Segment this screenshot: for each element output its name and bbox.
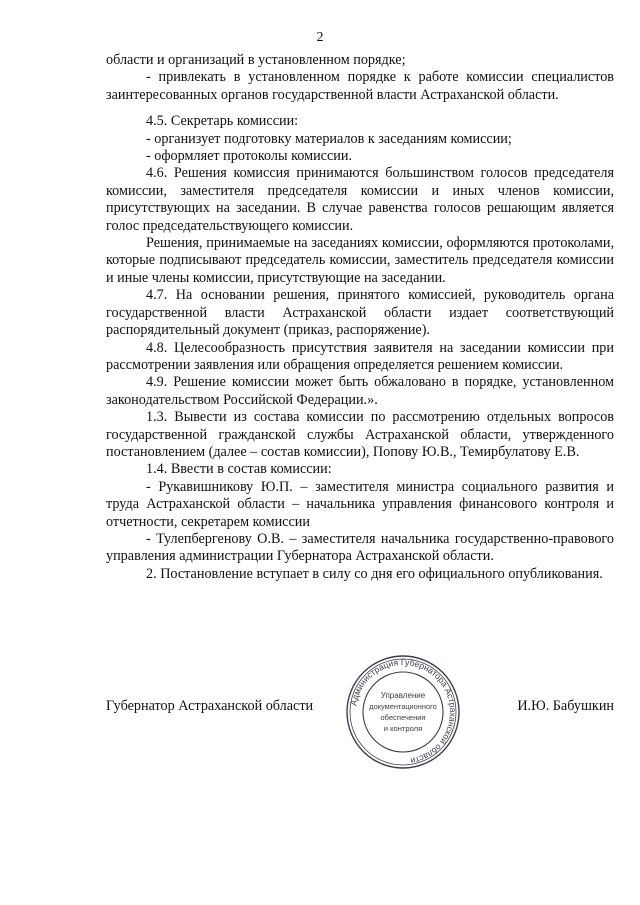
stamp-inner-line: документационного xyxy=(369,702,437,711)
svg-text:Администрация Губернатора Астр xyxy=(348,657,458,766)
paragraph: Решения, принимаемые на заседаниях комиссии, оформляются протоколами, которые подписывают председатель комиссии, заместитель председателя комиссии и иные члены комиссии, присутствующие на заседании. xyxy=(106,235,614,286)
paragraph: - организует подготовку материалов к заседаниям комиссии; xyxy=(146,130,512,147)
stamp-inner-line: Управление xyxy=(380,691,426,700)
paragraph: 4.7. На основании решения, принятого комиссией, руководитель органа государственной власти Астраханской области издает соответствующий распорядительный документ (приказ, распоряжение). xyxy=(106,287,614,339)
stamp-inner-line: и контроля xyxy=(383,724,423,733)
signature-block xyxy=(0,655,640,765)
paragraph: 4.8. Целесообразность присутствия заявителя на заседании комиссии при рассмотрении заявления или обращения определяется решением комиссии. xyxy=(106,339,614,373)
paragraph: 2. Постановление вступает в силу со дня его официального опубликования. xyxy=(146,565,603,582)
stamp-outer-text: Администрация Губернатора Астраханской области xyxy=(348,656,459,767)
paragraph: 4.9. Решение комиссии может быть обжаловано в порядке, установленном законодательством Российской Федерации.». xyxy=(106,374,614,408)
signatory-position: Губернатор Астраханской области xyxy=(106,698,314,714)
paragraph: - оформляет протоколы комиссии. xyxy=(146,148,352,165)
paragraph: - Рукавишникову Ю.П. – заместителя министра социального развития и труда Астраханской области – начальника управления финансового контроля и отчетности, секретарем комиссии xyxy=(106,478,614,530)
paragraph: 4.6. Решения комиссия принимаются большинством голосов председателя комиссии, заместителя председателя комиссии и иных членов комиссии, присутствующих на заседании. В случае равенства голосов решающим является голос председательствующего комиссии. xyxy=(106,165,614,234)
stamp xyxy=(340,655,466,769)
paragraph: 1.4. Ввести в состав комиссии: xyxy=(146,461,332,478)
paragraph: - привлекать в установленном порядке к работе комиссии специалистов заинтересованных органов государственной власти Астраханской области. xyxy=(106,69,614,103)
stamp-seal-icon xyxy=(340,655,466,769)
stamp-inner-line: обеспечения xyxy=(380,713,426,722)
paragraph: 4.5. Секретарь комиссии: xyxy=(146,113,299,130)
paragraph: - Тулепбергенову О.В. – заместителя начальника государственно-правового управления администрации Губернатора Астраханской области. xyxy=(106,530,614,565)
page-number: 2 xyxy=(316,30,324,45)
signatory-name: И.Ю. Бабушкин xyxy=(517,698,614,714)
paragraph: области и организаций в установленном порядке; xyxy=(106,52,406,68)
paragraph: 1.3. Вывести из состава комиссии по рассмотрению отдельных вопросов государственной гражданской службы Астраханской области, утвержденного постановлением (далее – состав комиссии), Попову Ю.В., Темирбулатову Е.В. xyxy=(106,409,614,460)
document-body xyxy=(106,52,614,583)
